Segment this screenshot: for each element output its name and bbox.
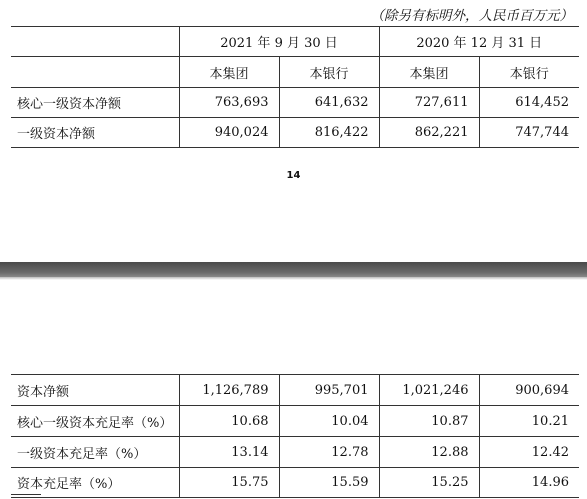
cell-value: 747,744 — [479, 118, 579, 148]
cell-value: 12.42 — [479, 437, 579, 468]
cell-value: 1,126,789 — [179, 375, 279, 406]
cell-value: 995,701 — [279, 375, 379, 406]
group-header: 本集团 — [379, 57, 479, 88]
bank-header: 本银行 — [279, 57, 379, 88]
table-row — [11, 375, 579, 406]
cell-value: 862,221 — [379, 118, 479, 148]
table-row — [11, 437, 579, 468]
footnote-rule — [11, 494, 41, 499]
cell-value: 10.87 — [379, 406, 479, 437]
cell-value: 12.88 — [379, 437, 479, 468]
cell-value: 10.68 — [179, 406, 279, 437]
table-row — [11, 88, 579, 118]
row-label: 资本净额 — [11, 375, 179, 406]
table-row — [11, 468, 579, 498]
row-label: 核心一级资本净额 — [11, 88, 179, 118]
unit-note: （除另有标明外，人民币百万元） — [370, 8, 573, 24]
entity-header-row — [11, 57, 579, 88]
cell-value: 641,632 — [279, 88, 379, 118]
cell-value: 1,021,246 — [379, 375, 479, 406]
capital-table-bottom — [11, 374, 579, 498]
cell-value: 12.78 — [279, 437, 379, 468]
capital-table-top — [11, 26, 579, 148]
row-label: 核心一级资本充足率（%） — [11, 406, 179, 437]
period-2020-header: 2020 年 12 月 31 日 — [379, 27, 579, 57]
cell-value: 816,422 — [279, 118, 379, 148]
cell-value: 10.21 — [479, 406, 579, 437]
cell-value: 940,024 — [179, 118, 279, 148]
cell-value: 727,611 — [379, 88, 479, 118]
cell-value: 13.14 — [179, 437, 279, 468]
cell-value: 15.75 — [179, 468, 279, 498]
period-header-row — [11, 27, 579, 57]
bank-header: 本银行 — [479, 57, 579, 88]
period-2021-header: 2021 年 9 月 30 日 — [179, 27, 379, 57]
cell-value: 900,694 — [479, 375, 579, 406]
table-row — [11, 118, 579, 148]
header-blank-cell — [11, 27, 179, 57]
cell-value: 614,452 — [479, 88, 579, 118]
cell-value: 15.59 — [279, 468, 379, 498]
row-label: 一级资本充足率（%） — [11, 437, 179, 468]
group-header: 本集团 — [179, 57, 279, 88]
cell-value: 14.96 — [479, 468, 579, 498]
row-label: 资本充足率（%） — [11, 468, 179, 498]
table-row — [11, 406, 579, 437]
header-blank-cell — [11, 57, 179, 88]
page-number: 14 — [286, 170, 301, 181]
page-separator — [0, 262, 587, 277]
cell-value: 15.25 — [379, 468, 479, 498]
cell-value: 763,693 — [179, 88, 279, 118]
row-label: 一级资本净额 — [11, 118, 179, 148]
cell-value: 10.04 — [279, 406, 379, 437]
